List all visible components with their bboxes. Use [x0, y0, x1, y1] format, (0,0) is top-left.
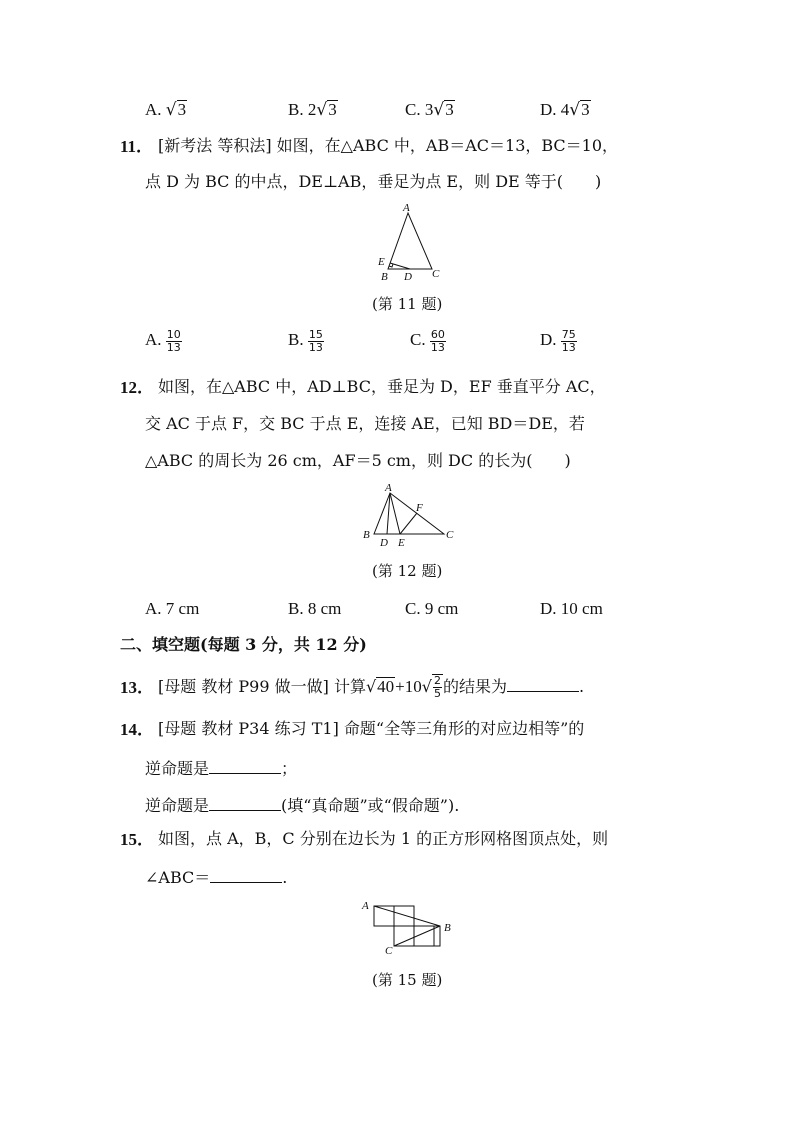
label-c: C [432, 268, 440, 280]
label-d: D [380, 537, 388, 549]
q11-option-c: C. $\frac{60}{13}$ [410, 328, 445, 354]
segment-ef [400, 513, 417, 534]
q13-radicand: 40 [377, 677, 395, 696]
q14-line3: 逆命题是 (填“真命题”或“假命题”). [145, 796, 460, 815]
segment-ab [374, 906, 440, 926]
q13-line: [母题 教材 P99 做一做] 计算√40+10√ $\frac{2}{5}$ 的结果为 . [158, 674, 585, 700]
q14-truth-blank[interactable] [209, 796, 281, 811]
q12-line3: △ABC 的周长为 26 cm，AF＝5 cm，则 DC 的长为( ) [145, 451, 571, 470]
q14-line1: [母题 教材 P34 练习 T1] 命题“全等三角形的对应边相等”的 [158, 719, 585, 738]
q13-frac-den: 5 [433, 687, 441, 700]
q10-option-d: D. 4√3 [540, 100, 590, 120]
q12-option-b: B. 8 cm [288, 599, 342, 618]
label-a: A [385, 482, 392, 494]
q13-number: 13． [120, 678, 154, 697]
q12-line1: 如图，在△ABC 中，AD⊥BC，垂足为 D，EF 垂直平分 AC， [158, 377, 606, 396]
section-2-title: 二、填空题(每题 3 分，共 12 分) [120, 635, 367, 654]
q11-caption: (第 11 题) [372, 295, 443, 313]
label-c: C [385, 945, 393, 957]
q12-figure [360, 480, 460, 550]
label-e: E [398, 537, 405, 549]
grid-cell [434, 926, 440, 946]
triangle-abc [388, 213, 432, 269]
q11-line1: [新考法 等积法] 如图，在△ABC 中，AB＝AC＝13，BC＝10， [158, 136, 619, 155]
q10-option-c: C. 3√3 [405, 100, 454, 120]
q15-number: 15． [120, 830, 154, 849]
q15-line2: ∠ABC＝ . [145, 868, 288, 887]
q11-option-d: D. $\frac{75}{13}$ [540, 328, 576, 354]
q13-coef: +10 [395, 677, 422, 696]
label-a: A [403, 202, 410, 214]
q12-caption: (第 12 题) [372, 562, 443, 580]
q12-option-d: D. 10 cm [540, 599, 603, 618]
label-e: E [378, 256, 385, 268]
label-d: D [404, 271, 412, 283]
q14-converse-blank[interactable] [209, 759, 281, 774]
q12-line2: 交 AC 于点 F，交 BC 于点 E，连接 AE，已知 BD＝DE，若 [145, 414, 585, 433]
q15-figure [355, 895, 465, 960]
q11-line2: 点 D 为 BC 的中点，DE⊥AB，垂足为点 E，则 DE 等于( ) [145, 172, 602, 191]
label-b: B [381, 271, 388, 283]
q11-option-a: A. $\frac{10}{13}$ [145, 328, 181, 354]
q15-angle-blank[interactable] [210, 868, 282, 883]
q14-number: 14． [120, 720, 154, 739]
label-a: A [362, 900, 369, 912]
q13-suffix: 的结果为 [442, 677, 507, 696]
label-c: C [446, 529, 454, 541]
triangle-abc [374, 493, 444, 534]
label-f: F [416, 502, 423, 514]
q14-line2: 逆命题是 ； [145, 759, 298, 778]
q13-prefix: [母题 教材 P99 做一做] 计算 [158, 677, 366, 696]
label-b: B [444, 922, 451, 934]
grid-cell [394, 906, 414, 926]
q12-number: 12． [120, 378, 154, 397]
q11-number: 11． [120, 137, 154, 156]
q15-line1: 如图，点 A，B，C 分别在边长为 1 的正方形网格图顶点处，则 [158, 829, 609, 848]
q11-figure [370, 200, 450, 285]
q13-answer-blank[interactable] [507, 677, 579, 692]
label-b: B [363, 529, 370, 541]
grid-cell [394, 926, 414, 946]
q13-frac-num: 2 [433, 674, 441, 688]
q12-option-c: C. 9 cm [405, 599, 459, 618]
q10-option-a: A. √3 [145, 100, 187, 120]
segment-de [390, 263, 410, 269]
q15-caption: (第 15 题) [372, 971, 443, 989]
q10-option-b: B. 2√3 [288, 100, 337, 120]
q12-option-a: A. 7 cm [145, 599, 200, 618]
q11-option-b: B. $\frac{15}{13}$ [288, 328, 323, 354]
segment-cb [394, 926, 440, 946]
